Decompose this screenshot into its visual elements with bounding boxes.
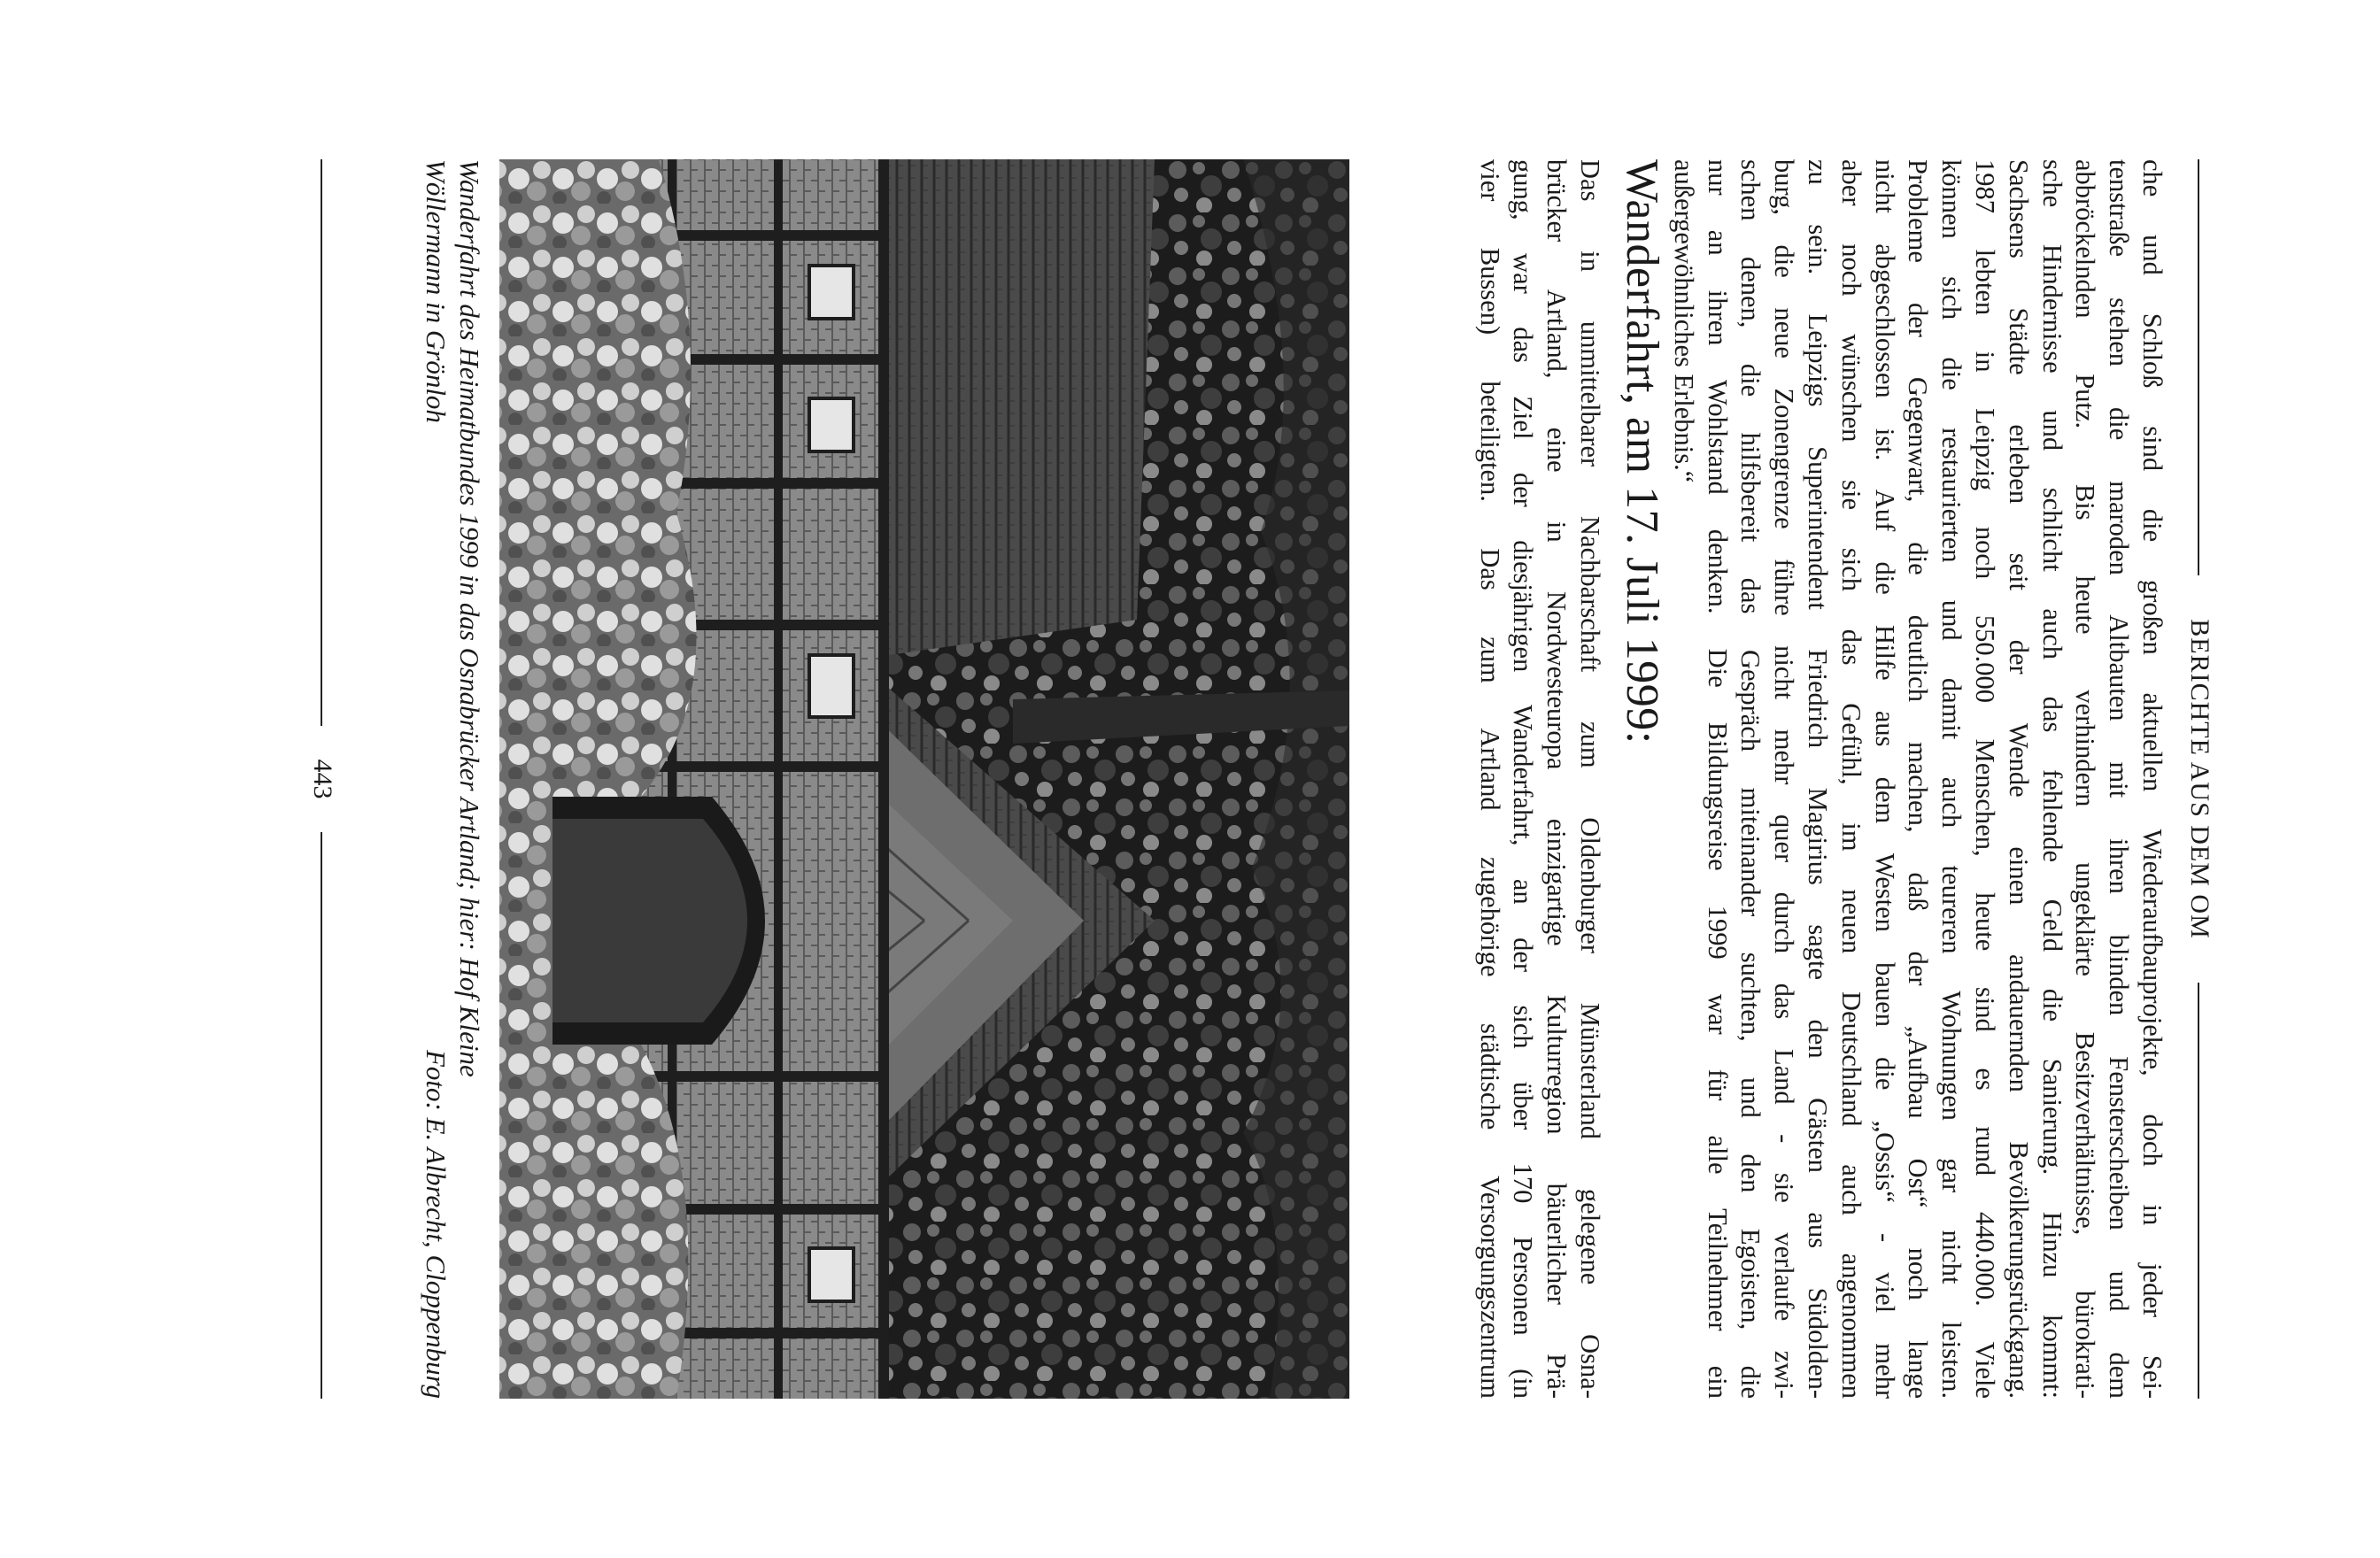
- running-header: [2182, 71, 2217, 1487]
- text-line: Probleme der Gegenwart, die deutlich machen, daß der „Aufbau Ost“ noch lange: [1903, 159, 1934, 1399]
- text-line: nicht abgeschlossen ist. Auf die Hilfe aus dem Westen bauen die „Ossis“ - viel mehr: [1869, 159, 1900, 1399]
- text-line: che und Schloß sind die großen aktuellen Wiederaufbauprojekte, doch in jeder Sei-: [2137, 159, 2168, 1399]
- text-line: Sachsens Städte erleben seit der Wende einen andauernden Bevölkerungsrückgang.: [2003, 159, 2034, 1399]
- text-line: 1987 lebten in Leipzig noch 550.000 Menschen, heute sind es rund 440.000. Viele: [1970, 159, 2001, 1399]
- text-line: außergewöhnliches Erlebnis.“: [1668, 159, 1699, 483]
- header-rule-right: [2198, 983, 2199, 1399]
- footer-rule-right: [321, 832, 322, 1399]
- caption-line-1: [452, 159, 486, 1399]
- text-line: brücker Artland, eine in Nordwesteuropa einzigartige Kulturregion bäuerlicher Prä-: [1542, 159, 1572, 1399]
- farmhouse-photo-illustration: [499, 159, 1349, 1399]
- page-number: 443: [308, 759, 337, 799]
- section-paragraph: [1472, 159, 1606, 1399]
- photo-caption: [419, 159, 486, 1399]
- text-line: aber noch wünschen sie sich das Gefühl, im neuen Deutschland auch angenommen: [1835, 159, 1866, 1399]
- text-line: Das in unmittelbarer Nachbarschaft zum Oldenburger Münsterland gelegene Osna-: [1575, 159, 1605, 1399]
- page-footer: [305, 71, 340, 1487]
- text-line: gung, war das Ziel der diesjährigen Wanderfahrt, an der sich über 170 Personen (in: [1508, 159, 1539, 1399]
- text-line: können sich die restaurierten und damit auch teureren Wohnungen gar nicht leisten.: [1936, 159, 1967, 1399]
- running-header-title: BERICHTE AUS DEM OM: [2185, 619, 2214, 939]
- caption-location: Wöllermann in Grönloh: [421, 159, 452, 423]
- text-line: sche Hindernisse und schlicht auch das fehlende Geld die Sanierung. Hinzu kommt:: [2036, 159, 2067, 1399]
- photo-credit: Foto: E. Albrecht, Cloppenburg: [421, 1049, 452, 1399]
- text-line: tenstraße stehen die maroden Altbauten mit ihren blinden Fensterscheiben und dem: [2104, 159, 2135, 1399]
- text-line: schen denen, die hilfsbereit das Gespräch miteinander suchten, und den Egoisten, die: [1735, 159, 1766, 1399]
- caption-line-2: [419, 159, 452, 1399]
- text-line: abbröckelnden Putz. Bis heute verhindern ungeklärte Besitzverhältnisse, bürokrati-: [2070, 159, 2101, 1399]
- text-line: zu sein. Leipzigs Superintendent Friedrich Magirius sagte den Gästen aus Südolden-: [1803, 159, 1834, 1399]
- footer-rule-left: [321, 159, 322, 726]
- caption-text: Wanderfahrt des Heimatbundes 1999 in das Osnabrücker Artland; hier: Hof Kleine: [454, 159, 485, 1077]
- header-rule-left: [2198, 159, 2199, 575]
- intro-paragraph: [1666, 159, 2168, 1399]
- text-line: vier Bussen) beteiligten. Das zum Artland zugehörige städtische Versorgungszentrum: [1474, 159, 1505, 1399]
- section-heading: Wanderfahrt, am 17. Juli 1999:: [1617, 159, 1667, 744]
- page: [128, 71, 2252, 1487]
- farmhouse-photo: [499, 159, 1349, 1399]
- text-line: burg, die neue Zonengrenze führe nicht mehr quer durch das Land - sie verlaufe zwi-: [1769, 159, 1800, 1399]
- text-line: nur an ihren Wohlstand denken. Die Bildungsreise 1999 war für alle Teilnehmer ein: [1702, 159, 1733, 1399]
